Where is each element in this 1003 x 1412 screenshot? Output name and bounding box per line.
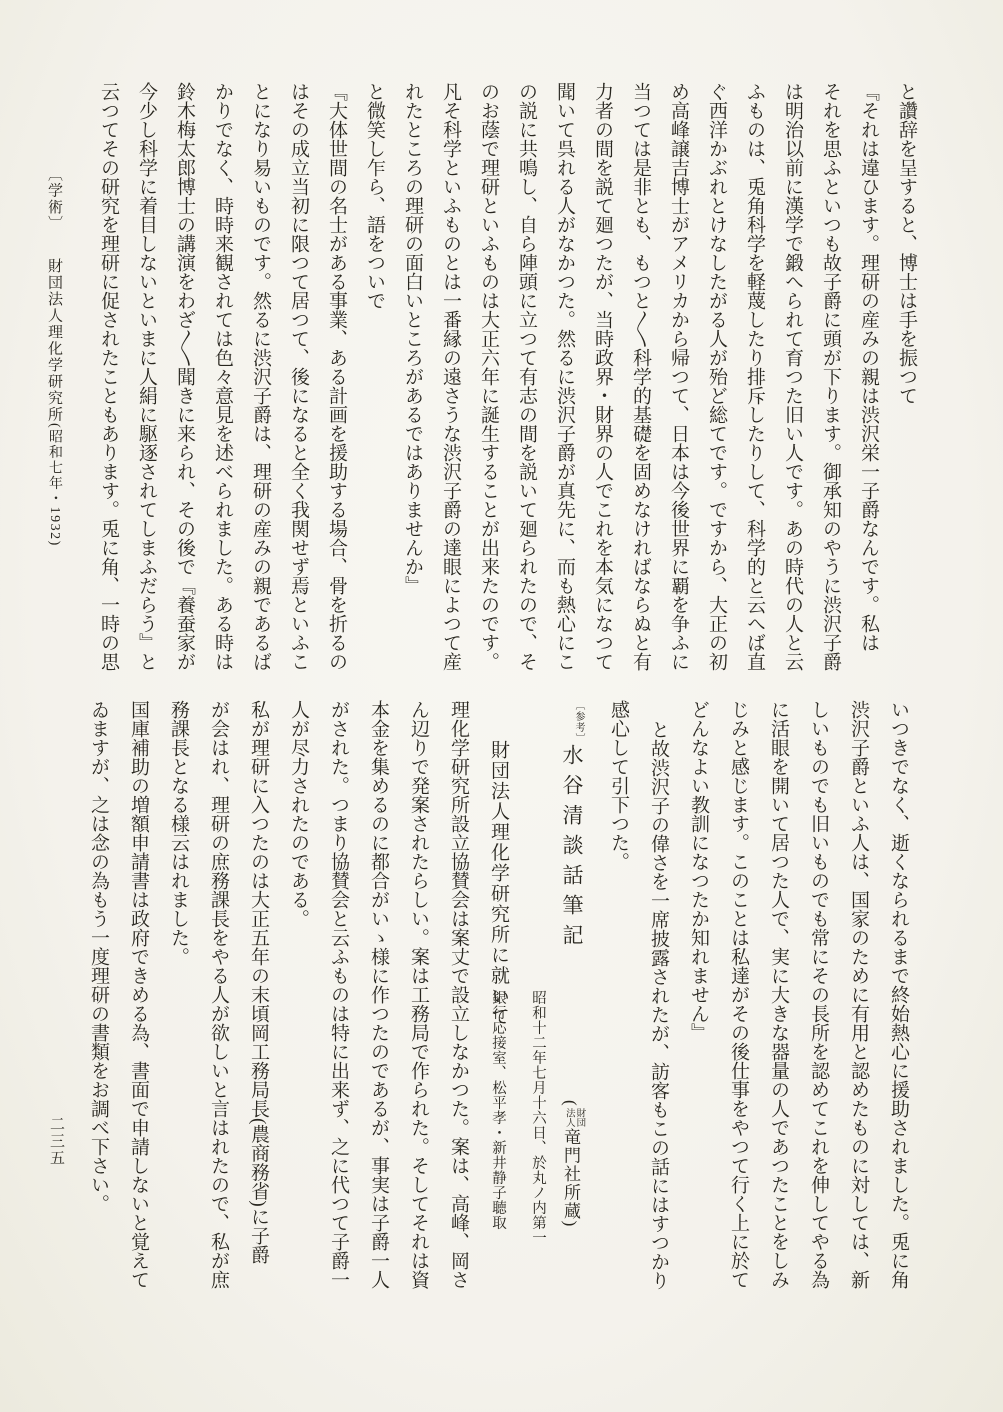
text-line: 本金を集めるのに都合がいゝ様に作つたのであるが、事実は子爵一人 — [368, 700, 389, 1289]
text-column — [279, 82, 317, 676]
text-line: 今少し科学に着目しないといまに人絹に駆逐されてしまふだらう』と — [136, 82, 157, 671]
text-line: と讚辞を呈すると、博士は手を振つて — [896, 82, 917, 405]
footer-title: 財団法人理化学研究所 — [46, 258, 62, 423]
text-column — [127, 82, 165, 676]
footer-year: (昭和七年・1932) — [47, 423, 62, 547]
text-line: それを思ふといつも故子爵に頭が下ります。御承知のやうに渋沢子爵 — [820, 82, 841, 671]
text-line: に活眼を開いて居つた人で、実に大きな器量の人であつたことをしみ — [768, 700, 789, 1289]
top-text-block — [89, 82, 925, 676]
text-line: と微笑し乍ら、語をついで — [364, 82, 385, 310]
text-line: ふものは、兎角科学を軽蔑したり排斥したりして、科学的と云へば直 — [744, 82, 765, 671]
text-column — [773, 82, 811, 676]
text-line: は明治以前に漢学で鍛へられて育つた旧い人です。あの時代の人と云 — [782, 82, 803, 671]
text-line: 凡そ科学といふものとは一番縁の遠さうな渋沢子爵の達眼によつて産 — [440, 82, 461, 671]
bottom-text-block — [78, 700, 918, 1290]
text-column — [431, 82, 469, 676]
text-line: れたところの理研の面白いところがあるではありませんか』 — [402, 82, 423, 595]
text-column — [165, 82, 203, 676]
text-line: 感心して引下つた。 — [608, 700, 629, 871]
text-column — [355, 82, 393, 676]
running-footer — [44, 166, 65, 547]
text-column — [318, 700, 358, 1289]
text-column — [438, 700, 478, 1289]
text-line: 理化学研究所設立協賛会は案丈で設立しなかつた。案は、高峰、岡さ — [448, 700, 469, 1289]
text-line: 力者の間を説て廻つたが、当時政界・財界の人でこれを本気になつて — [592, 82, 613, 671]
text-line: ん辺りで発案されたらしい。案は工務局で作られた。そしてそれは資 — [408, 700, 429, 1289]
text-column — [78, 700, 118, 1282]
text-column — [89, 82, 127, 676]
text-column — [507, 82, 545, 676]
source-annotation — [558, 1100, 584, 1228]
text-line: がされた。つまり協賛会と云ふものは特に出来ず、之に代つて子爵一 — [328, 700, 349, 1289]
text-line: 『大体世間の名士がある事業、ある計画を援助する場合、骨を折るの — [326, 82, 347, 671]
text-line: いつきでなく、逝くなられるまで終始熱心に援助されました。兎に角 — [888, 700, 909, 1289]
text-line: じみと感じます。このことは私達がその後仕事をやつて行く上に於て — [728, 700, 749, 1289]
section-heading: 財団法人理化学研究所に就いて — [488, 740, 509, 1027]
warichu-first: 財団 — [574, 1108, 585, 1128]
note-text: 昭和十二年七月十六日、於丸ノ内第一 銀行応接室、松平孝・新井静子聴取 — [490, 990, 546, 1245]
text-column — [838, 700, 878, 1289]
text-line: 当つては是非とも、もつと〱科学的基礎を固めなければならぬと有 — [630, 82, 651, 671]
text-column — [398, 700, 438, 1289]
text-line: かりでなく、時時来観されては色々意見を述べられました。ある時は — [212, 82, 233, 671]
text-column — [469, 82, 507, 676]
text-column — [878, 700, 918, 1289]
source-name: 竜門社所蔵) — [561, 1128, 580, 1228]
text-line: 私が理研に入つたのは大正五年の末頃岡工務局長(農商務省)に子爵 — [248, 700, 269, 1264]
text-line: 人が尽力されたのである。 — [288, 700, 309, 928]
paren-open: ( — [561, 1100, 580, 1108]
text-line: どんなよい教訓になつたか知れません』 — [688, 700, 709, 1042]
text-column — [718, 700, 758, 1289]
text-line: 渋沢子爵といふ人は、国家のために有用と認めたものに対しては、新 — [848, 700, 869, 1289]
text-line: め高峰譲吉博士がアメリカから帰つて、日本は今後世界に覇を争ふに — [668, 82, 689, 671]
text-column — [278, 700, 318, 1282]
document-title: 水谷清談話筆記 — [560, 744, 584, 954]
text-column — [203, 82, 241, 676]
warichu-organization-type — [563, 1108, 584, 1127]
text-column — [317, 82, 355, 676]
text-column — [393, 82, 431, 676]
text-column — [198, 700, 238, 1289]
text-line: 鈴木梅太郎博士の講演をわざ〱聞きに来られ、その後で『養蚕家が — [174, 82, 195, 671]
text-line: のお蔭で理研といふものは大正六年に誕生することが出来たのです。 — [478, 82, 499, 671]
footer-category: 〔学術〕 — [46, 166, 62, 232]
reference-label: 〔参考〕 — [573, 700, 584, 744]
text-line: の説に共鳴し、自ら陣頭に立つて有志の間を説いて廻られたので、そ — [516, 82, 537, 671]
text-column — [758, 700, 798, 1289]
text-line: と故渋沢子の偉さを一席披露されたが、訪客もこの話にはすつかり — [648, 720, 669, 1290]
text-line: 務課長となる様云はれました。 — [168, 700, 189, 966]
page-number: 二三五 — [48, 1116, 64, 1167]
text-line: はその成立当初に限つて居つて、後になると全く我関せず焉といふこ — [288, 82, 309, 671]
text-line: しいものでも旧いものでも常にその長所を認めてこれを伸してやる為 — [808, 700, 829, 1289]
text-line: 聞いて呉れる人がなかつた。然るに渋沢子爵が真先に、而も熱心にこ — [554, 82, 575, 671]
text-line: ゐますが、之は念の為もう一度理研の書類をお調べ下さい。 — [88, 700, 109, 1213]
warichu-second: 法人 — [563, 1108, 574, 1128]
text-line: 国庫補助の増額申請書は政府できめる為、書面で申請しないと覚えて — [128, 700, 149, 1289]
text-column — [887, 82, 925, 676]
text-column — [798, 700, 838, 1289]
text-column — [678, 700, 718, 1282]
text-line: ぐ西洋かぶれとけなしたがる人が殆ど総てです。ですから、大正の初 — [706, 82, 727, 671]
text-column — [621, 82, 659, 676]
text-line: 『それは違ひます。理研の産みの親は渋沢栄一子爵なんです。私は — [858, 82, 879, 652]
text-column — [118, 700, 158, 1289]
text-column — [811, 82, 849, 676]
text-column — [238, 700, 278, 1282]
text-column — [598, 700, 638, 1282]
text-column — [735, 82, 773, 676]
text-column — [158, 700, 198, 1282]
text-column — [638, 700, 678, 1290]
text-column — [659, 82, 697, 676]
text-column — [241, 82, 279, 676]
text-line: とになり易いものです。然るに渋沢子爵は、理研の産みの親であるば — [250, 82, 271, 671]
text-column — [358, 700, 398, 1289]
text-column — [849, 82, 887, 676]
text-column — [545, 82, 583, 676]
text-line: 云つてその研究を理研に促されたこともあります。兎に角、一時の思 — [98, 82, 119, 671]
text-column — [583, 82, 621, 676]
text-column — [697, 82, 735, 676]
text-line: が会はれ、理研の庶務課長をやる人が欲しいと言はれたので、私が庶 — [208, 700, 229, 1289]
